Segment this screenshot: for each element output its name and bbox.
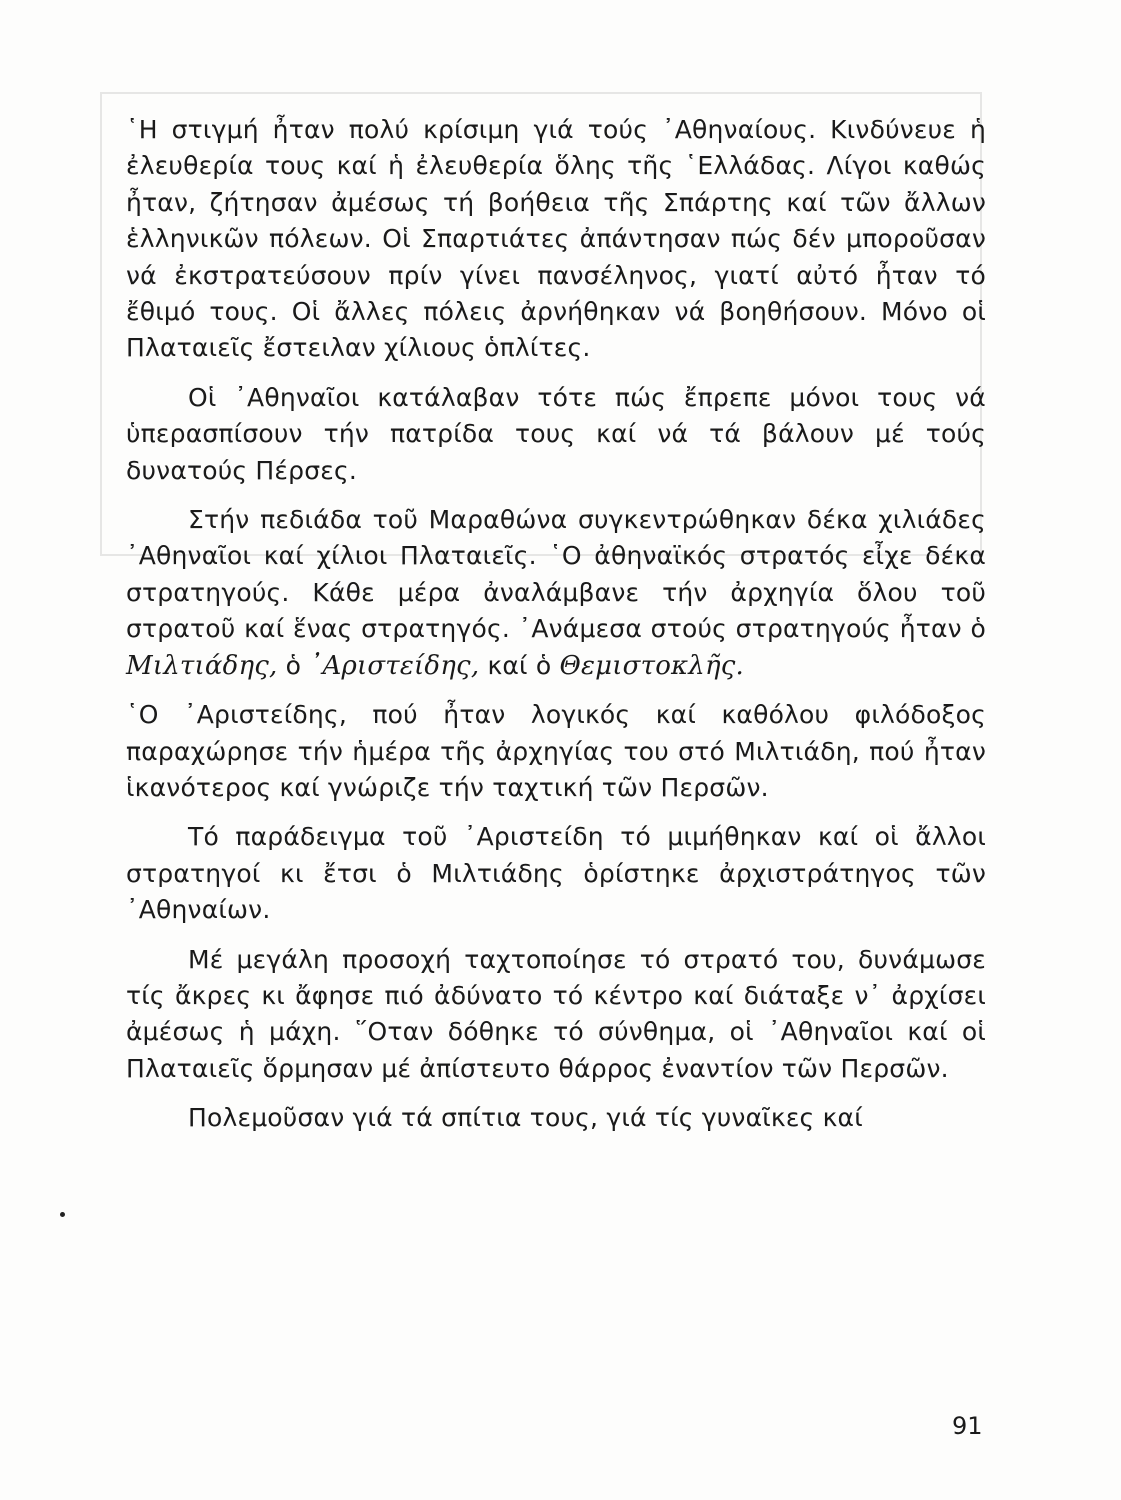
paragraph-3-text-a: Στήν πεδιάδα τοῦ Μαραθώνα συγκεντρώθηκαν δέκα χιλιάδες ᾿Αθηναῖοι καί χίλιοι Πλαταιεῖς. ῾Ο ἀθηναϊκός στρατός εἶχε δέκα στρατηγούς. Κάθε μέρα ἀναλάμβανε τήν ἀρχηγία ὅλου τοῦ στρατοῦ καί ἕνας στρατηγός. ᾿Ανάμεσα στούς στρατηγούς ἦταν ὁ [126,505,986,644]
paragraph-6: Μέ μεγάλη προσοχή ταχτοποίησε τό στρατό του, δυνάμωσε τίς ἄκρες κι ἄφησε πιό ἀδύνατο τό κέντρο καί διάταξε ν᾿ ἀρχίσει ἀμέσως ἡ μάχη. ῞Οταν δόθηκε τό σύνθημα, οἱ ᾿Αθηναῖοι καί οἱ Πλαταιεῖς ὅρμησαν μέ ἀπίστευτο θάρρος ἐναντίον τῶν Περσῶν. [126,944,986,1083]
page-number: 91 [952,1412,983,1440]
paragraph-3 [126,502,986,684]
name-aristeides: ᾿Αριστείδης, [309,650,480,681]
paragraph-5: Τό παράδειγμα τοῦ ᾿Αριστείδη τό μιμήθηκαν καί οἱ ἄλλοι στρατηγοί κι ἔτσι ὁ Μιλτιάδης ὁρίστηκε ἀρχιστράτηγος τῶν ᾿Αθηναίων. [126,822,986,925]
paragraph-3-text-c: καί ὁ [479,650,560,680]
paragraph-3-text-b: ὁ [277,650,310,680]
margin-mark [60,1212,65,1217]
paragraph-2: Οἱ ᾿Αθηναῖοι κατάλαβαν τότε πώς ἔπρεπε μόνοι τους νά ὑπερασπίσουν τήν πατρίδα τους καί νά τά βάλουν μέ τούς δυνατούς Πέρσες. [126,382,986,485]
body-text [126,112,986,1137]
paragraph-7: Πολεμοῦσαν γιά τά σπίτια τους, γιά τίς γυναῖκες καί [188,1103,863,1133]
name-themistokles: Θεμιστοκλῆς. [559,650,744,681]
name-miltiades: Μιλτιάδης, [126,650,278,681]
paragraph-4: ῾Ο ᾿Αριστείδης, πού ἦταν λογικός καί καθόλου φιλόδοξος παραχώρησε τήν ἡμέρα τῆς ἀρχηγίας του στό Μιλτιάδη, πού ἦταν ἱκανότερος καί γνώριζε τήν ταχτική τῶν Περσῶν. [126,700,986,802]
paragraph-1: ῾Η στιγμή ἦταν πολύ κρίσιμη γιά τούς ᾿Αθηναίους. Κινδύνευε ἡ ἐλευθερία τους καί ἡ ἐλευθερία ὅλης τῆς ῾Ελλάδας. Λίγοι καθώς ἦταν, ζήτησαν ἀμέσως τή βοήθεια τῆς Σπάρτης καί τῶν ἄλλων ἑλληνικῶν πόλεων. Οἱ Σπαρτιάτες ἀπάντησαν πώς δέν μποροῦσαν νά ἐκστρατεύσουν πρίν γίνει πανσέληνος, γιατί αὐτό ἦταν τό ἔθιμό τους. Οἱ ἄλλες πόλεις ἀρνήθηκαν νά βοηθήσουν. Μόνο οἱ Πλαταιεῖς ἔστειλαν χίλιους ὁπλίτες. [126,115,986,363]
